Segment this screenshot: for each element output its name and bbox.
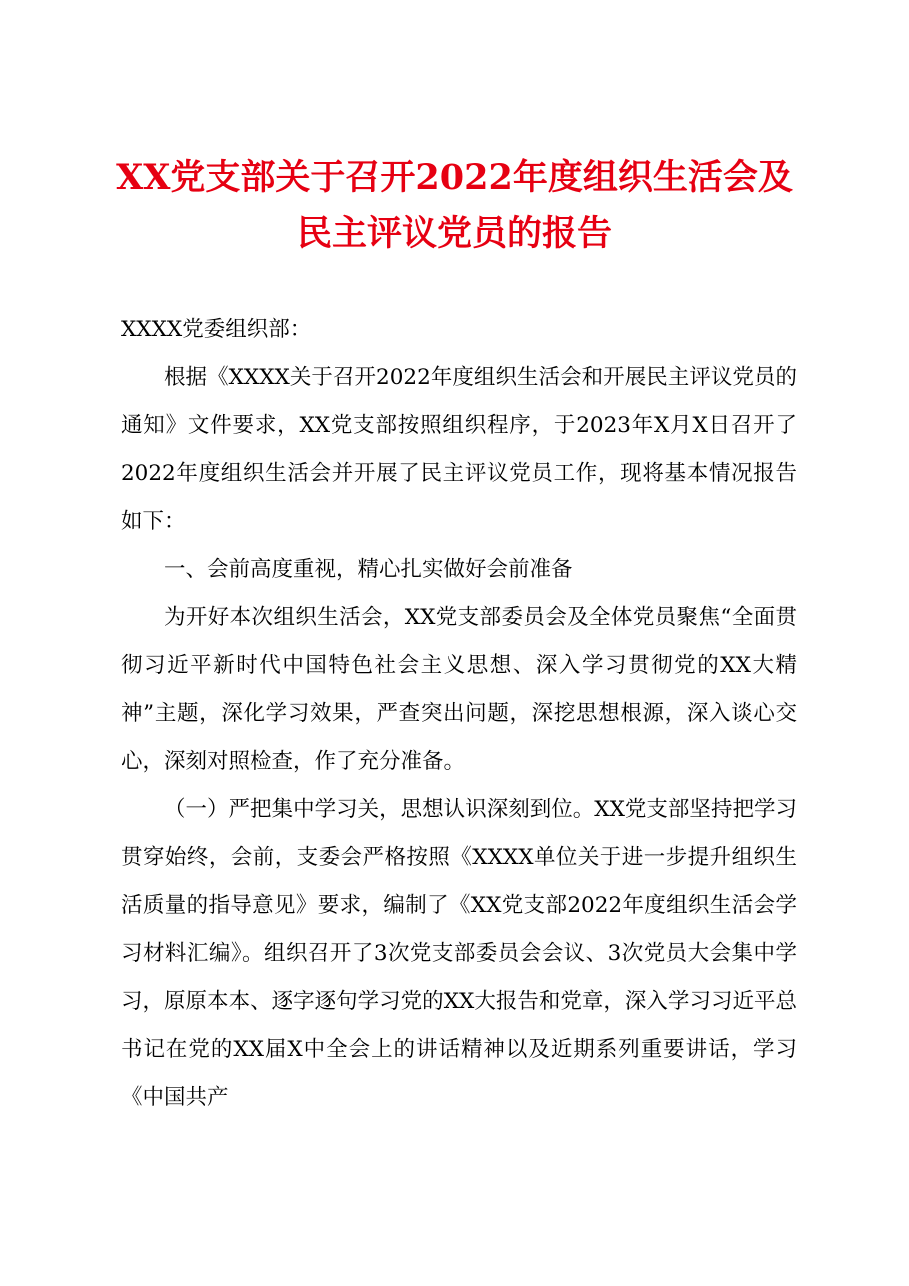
- document-title: XX党支部关于召开2022年度组织生活会及民主评议党员的报告: [116, 157, 793, 254]
- section-heading-1: 一、会前高度重视，精心扎实做好会前准备: [164, 557, 573, 582]
- paragraph-intro: 根据《XXXX关于召开2022年度组织生活会和开展民主评议党员的通知》文件要求，XX党支部按照组织程序，于2023年X月X日召开了2022年度组织生活会并开展了民主评议党员工作，现将基本情况报告如下：: [121, 365, 797, 534]
- paragraph-section-1: 为开好本次组织生活会，XX党支部委员会及全体党员聚焦“全面贯彻习近平新时代中国特色社会主义思想、深入学习贯彻党的XX大精神”主题，深化学习效果，严查突出问题，深挖思想根源，深入谈心交心，深刻对照检查，作了充分准备。: [121, 605, 797, 774]
- salutation: XXXX党委组织部：: [121, 317, 312, 342]
- document-body: [121, 306, 797, 1122]
- paragraph-subsection-1: （一）严把集中学习关，思想认识深刻到位。XX党支部坚持把学习贯穿始终，会前，支委会严格按照《XXXX单位关于进一步提升组织生活质量的指导意见》要求，编制了《XX党支部2022年度组织生活会学习材料汇编》。组织召开了3次党支部委员会会议、3次党员大会集中学习，原原本本、逐字逐句学习党的XX大报告和党章，深入学习习近平总书记在党的XX届X中全会上的讲话精神以及近期系列重要讲话，学习《中国共产: [121, 797, 797, 1110]
